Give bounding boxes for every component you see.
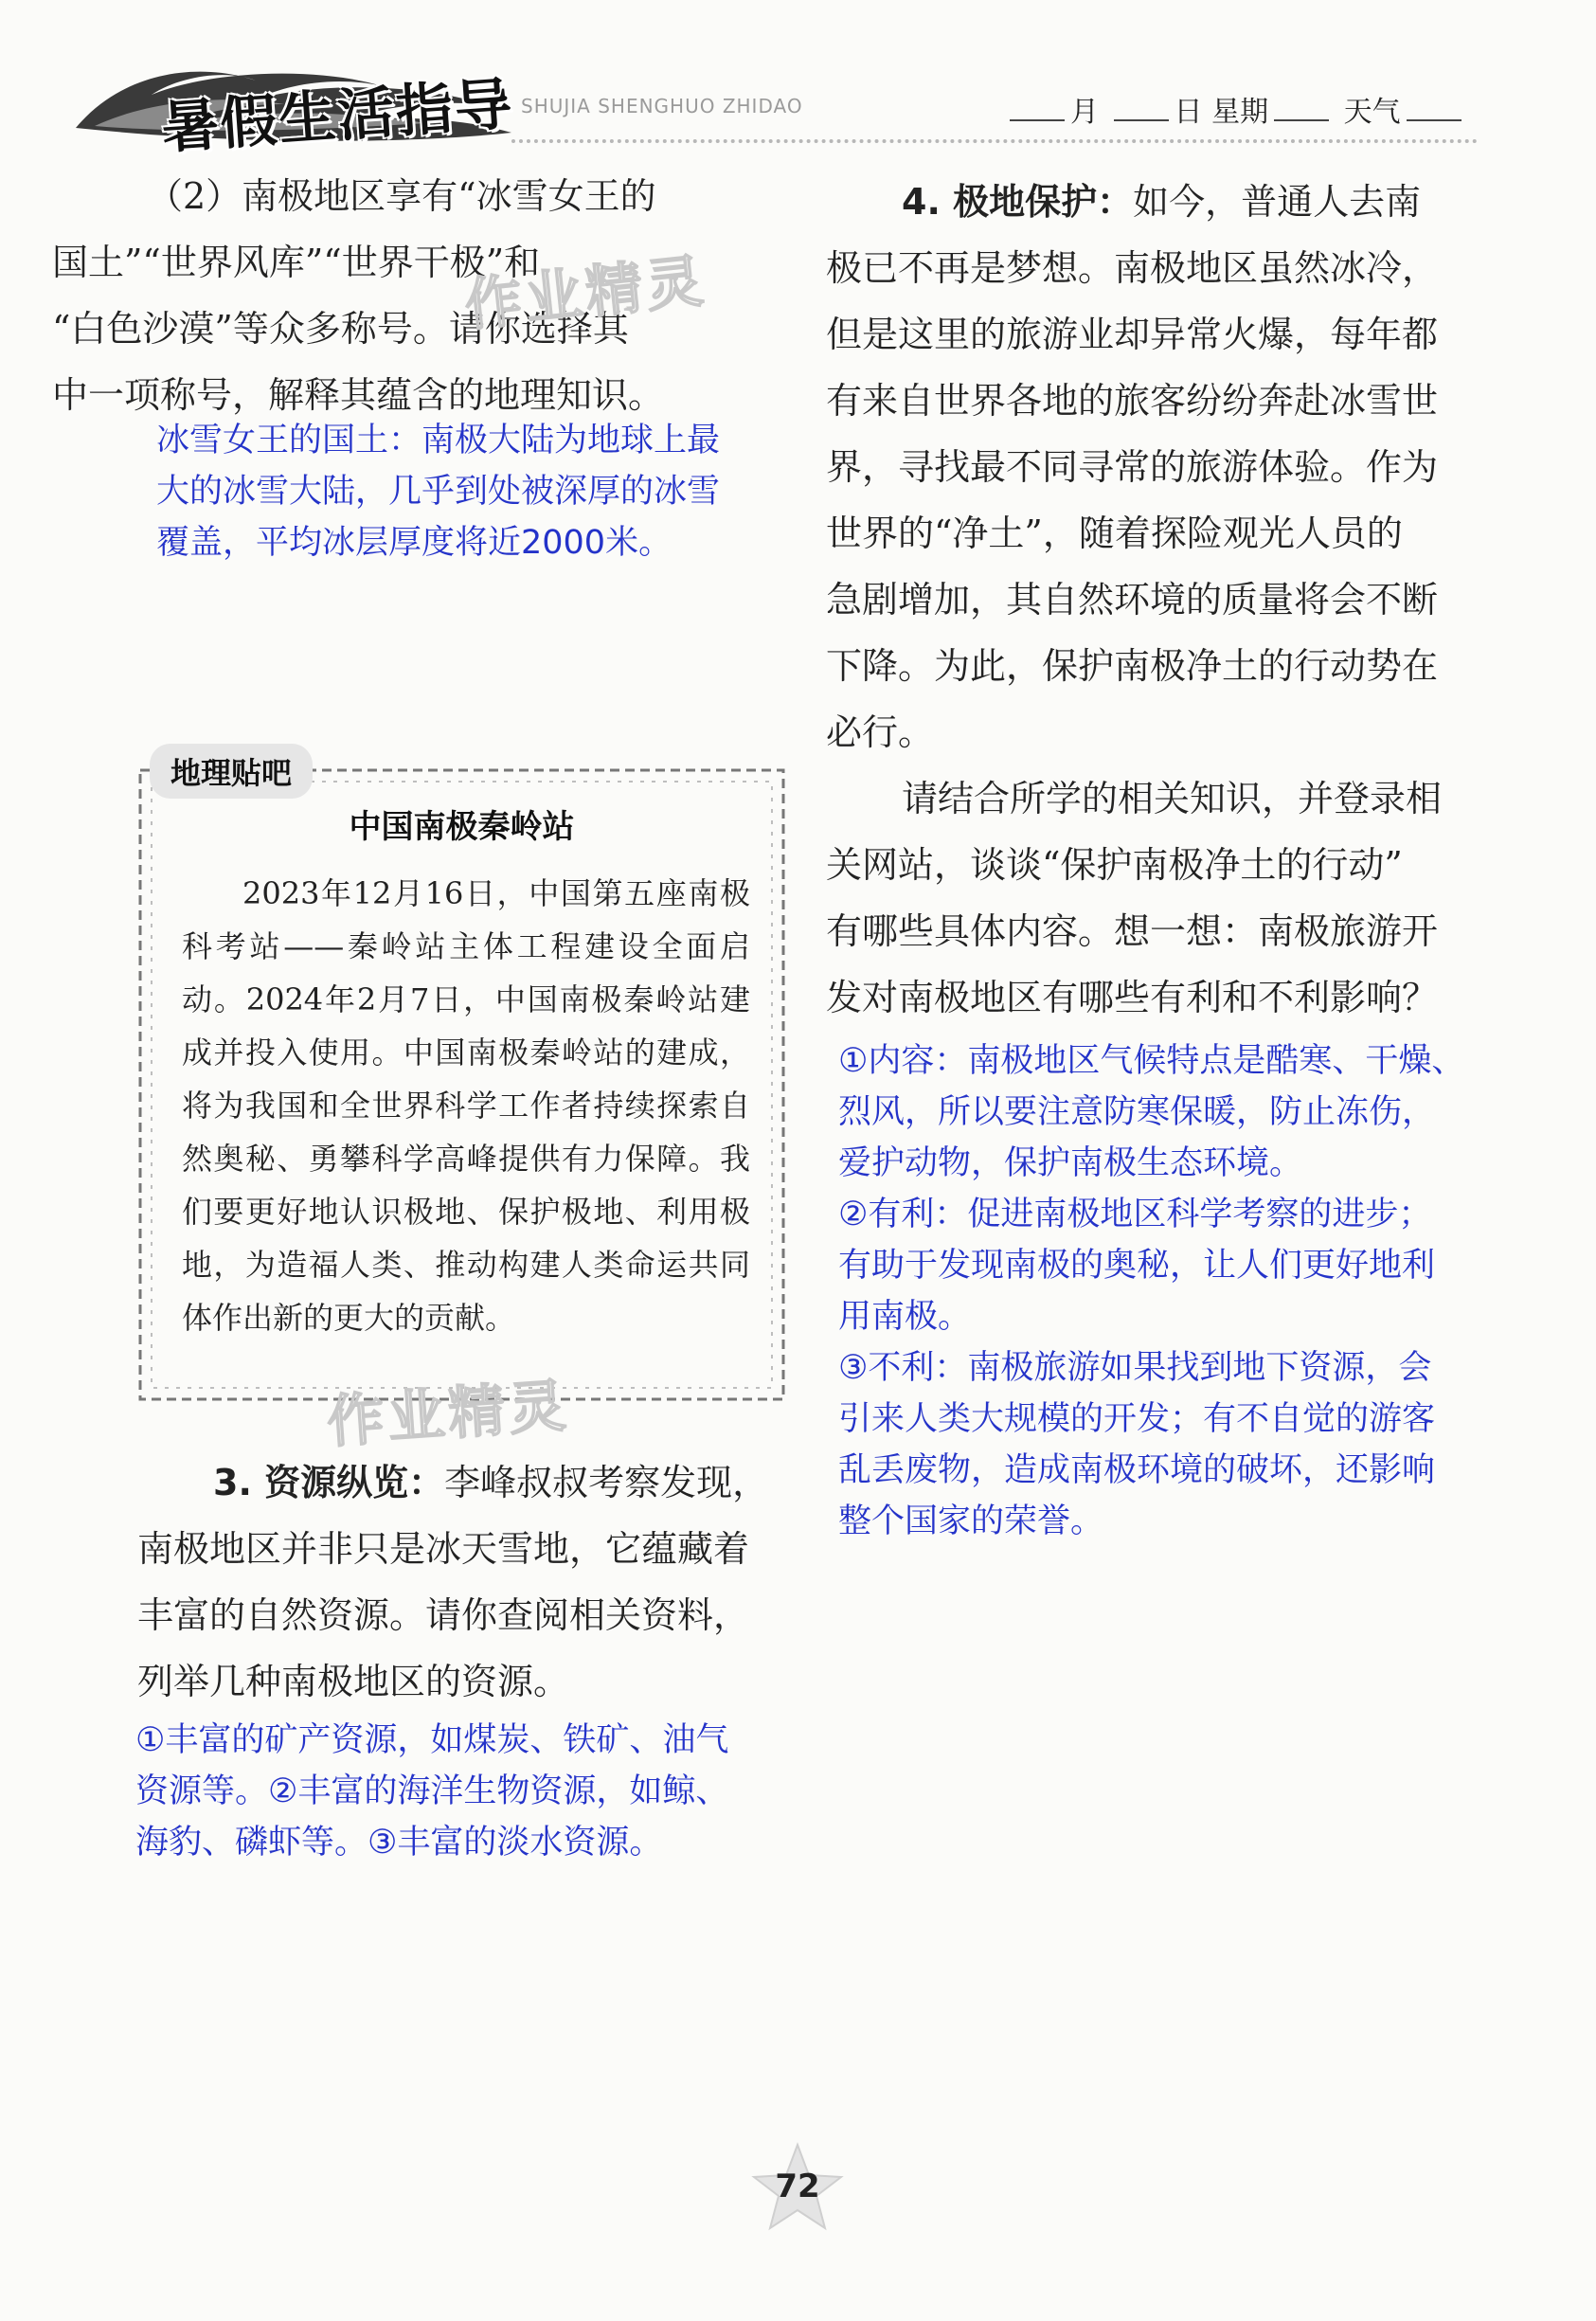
question-4-first-line-text: 如今，普通人去南 [1133, 181, 1422, 223]
answer-line: ①丰富的矿产资源，如煤炭、铁矿、油气 [135, 1721, 729, 1759]
question-2-answer [156, 415, 810, 568]
answer-line: ②有利：促进南极地区科学考察的进步； [838, 1196, 1432, 1233]
question-2-line: 国土”“世界风库”“世界干极”和 [52, 242, 541, 283]
question-4-prompt-line: 发对南极地区有哪些有利和不利影响？ [826, 977, 1439, 1018]
question-3 [137, 1449, 810, 1715]
month-label: 月 [1070, 96, 1099, 129]
question-3-heading: 3. 资源纵览： [213, 1462, 445, 1503]
question-4-line: 有来自世界各地的旅客纷纷奔赴冰雪世 [826, 380, 1439, 422]
answer-line: 有助于发现南极的奥秘，让人们更好地利 [838, 1247, 1436, 1285]
question-3-line: 丰富的自然资源。请你查阅相关资料， [137, 1594, 750, 1636]
question-3-first-line [213, 1449, 810, 1516]
question-4-line: 界，寻找最不同寻常的旅游体验。作为 [826, 446, 1439, 488]
answer-line: 爱护动物，保护南极生态环境。 [838, 1144, 1303, 1182]
answer-line: 资源等。②丰富的海洋生物资源，如鲸、 [135, 1772, 729, 1810]
weather-blank[interactable] [1407, 119, 1462, 121]
page-number-badge [741, 2141, 854, 2236]
question-2-line: “白色沙漠”等众多称号。请你选择其 [52, 308, 629, 350]
question-3-line: 南极地区并非只是冰天雪地，它蕴藏着 [137, 1528, 750, 1570]
geography-sidebar-box [133, 755, 791, 1407]
answer-line: ①内容：南极地区气候特点是酷寒、干燥、 [838, 1042, 1465, 1080]
page-header [66, 52, 1478, 162]
question-4-line: 必行。 [826, 711, 935, 753]
sidebar-body: 2023年12月16日，中国第五座南极科考站——秦岭站主体工程建设全面启动。2024年2月7日，中国南极秦岭站建成并投入使用。中国南极秦岭站的建成，将为我国和全世界科学工作者持续探索自然奥秘、勇攀科学高峰提供有力保障。我们要更好地认识极地、保护极地、利用极地，为造福人类、推动构建人类命运共同体作出新的更大的贡献。 [182, 875, 750, 1336]
date-weather-line [1004, 88, 1467, 130]
header-divider [511, 139, 1478, 143]
sidebar-tag: 地理贴吧 [150, 744, 313, 799]
question-3-answer [135, 1715, 810, 1868]
answer-line: 冰雪女王的国土：南极大陆为地球上最 [156, 422, 721, 459]
question-2-line: （2）南极地区享有“冰雪女王的 [147, 175, 656, 217]
question-4-line: 下降。为此，保护南极净土的行动势在 [826, 645, 1439, 687]
question-4-line: 世界的“净土”，随着探险观光人员的 [826, 513, 1403, 554]
question-3-line: 列举几种南极地区的资源。 [137, 1661, 570, 1702]
question-4-prompt-line: 有哪些具体内容。想一想：南极旅游开 [826, 910, 1439, 952]
weekday-blank[interactable] [1274, 119, 1329, 121]
sidebar-title: 中国南极秦岭站 [349, 808, 575, 846]
question-4-line: 急剧增加，其自然环境的质量将会不断 [826, 579, 1439, 621]
weekday-label: 星期 [1211, 96, 1269, 129]
page-number: 72 [775, 2168, 820, 2205]
month-blank[interactable] [1010, 119, 1065, 121]
answer-line: ③不利：南极旅游如果找到地下资源，会 [838, 1349, 1432, 1387]
question-4 [826, 169, 1489, 1031]
question-4-heading: 4. 极地保护： [902, 181, 1134, 223]
question-4-first-line [902, 169, 1489, 235]
answer-line: 用南极。 [838, 1298, 972, 1336]
answer-line: 海豹、磷虾等。③丰富的淡水资源。 [135, 1824, 663, 1862]
day-blank[interactable] [1114, 119, 1169, 121]
question-3-first-line-text: 李峰叔叔考察发现， [444, 1462, 769, 1503]
question-4-line: 极已不再是梦想。南极地区虽然冰冷， [826, 247, 1439, 289]
watermark: 作业精灵 [461, 247, 710, 340]
header-pinyin: SHUJIA SHENGHUO ZHIDAO [521, 95, 803, 117]
weather-label: 天气 [1343, 96, 1401, 129]
answer-line: 覆盖，平均冰层厚度将近2000米。 [156, 524, 672, 562]
answer-line: 烈风，所以要注意防寒保暖，防止冻伤， [838, 1093, 1436, 1131]
question-2-line: 中一项称号，解释其蕴含的地理知识。 [52, 374, 665, 416]
question-4-answer [838, 1035, 1520, 1547]
day-label: 日 [1174, 96, 1203, 129]
answer-line: 整个国家的荣誉。 [838, 1502, 1104, 1540]
question-4-line: 但是这里的旅游业却异常火爆，每年都 [826, 314, 1439, 355]
question-4-prompt-line: 关网站，谈谈“保护南极净土的行动” [826, 844, 1403, 886]
answer-line: 乱丢废物，造成南极环境的破坏，还影响 [838, 1451, 1436, 1489]
question-4-prompt-line: 请结合所学的相关知识，并登录相 [902, 778, 1443, 819]
header-title: 暑假生活指导 [159, 71, 516, 162]
answer-line: 大的冰雪大陆，几乎到处被深厚的冰雪 [156, 473, 721, 511]
watermark: 作业精灵 [325, 1373, 572, 1456]
answer-line: 引来人类大规模的开发；有不自觉的游客 [838, 1400, 1436, 1438]
